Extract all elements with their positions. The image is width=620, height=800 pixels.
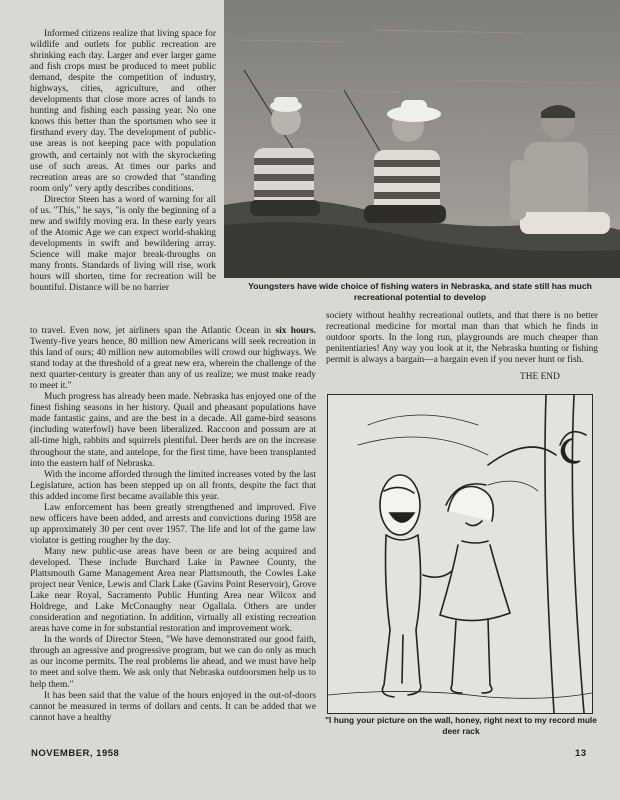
- paragraph: Many new public-use areas have been or are being acquired and developed. These include Burchard Lake in Pawnee County, the Plattsmouth Game Management Area near Plattsmouth, the Cowles Lake project near Venice, Lewis and Clark Lake (Gavins Point Reservoir), Grove Lake near Royal, Sacramento Public Hunting Area near Wilcox and Holdrege, and Lake McConaughy near Ogallala. Others are under consideration and negotiation. In addition, virtually all existing recreation areas have come in for substantial restoration and improvement work.: [30, 546, 316, 635]
- crescent-moon: [562, 439, 580, 463]
- woman-smiling: [440, 484, 510, 693]
- text-rest: Twenty-five years hence, 80 million new Americans will seek recreation in this land of ours; 40 million new automobiles will crowd our highways. We stand today at the threshold of a great new era, wherein the challenge of the next quarter-century is greater than any of us realize; we must make ready to meet it.": [30, 337, 316, 392]
- paragraph: Director Steen has a word of warning for all of us. "This," he says, "is only the beginning of a new and swiftly moving era. In these early years of the Atomic Age we can expect world-shaking developments in swift and bewildering array. Science will make major break-throughs on many fronts. Standards of living will rise, work hours will shorten, time for recreation will be bountiful. Distance will be no barrier: [30, 194, 216, 294]
- tree-trunk-right: [572, 395, 584, 713]
- photo-caption: Youngsters have wide choice of fishing waters in Nebraska, and state still has much recreational potential to develop: [248, 281, 592, 302]
- page-number: 13: [575, 748, 587, 759]
- cartoon-illustration: [327, 394, 593, 714]
- paragraph: society without healthy recreational outlets, and that there is no better recreational medicine for mortal man than that which he finds in outdoor sports. In the long run, playgrounds are much cheaper than penitentiaries! Any way you look at it, the Nebraska hunting or fishing permit is always a bargain—a bargain even if you never hunt or fish.: [326, 311, 598, 366]
- paragraph: Much progress has already been made. Nebraska has enjoyed one of the finest fishing seasons in her history. Quail and pheasant populations have made fantastic gains, and are the best in a decade. All game-bird seasons (including waterfowl) have been liberalized. Raccoon and possum are at all-time high, rabbits and squirrels plentiful. Deer herds are on the increase throughout the state, and antelope, for the first time, have been transplanted into the eastern half of Nebraska.: [30, 392, 316, 469]
- wide-text-block: [30, 326, 316, 724]
- paragraph: It has been said that the value of the hours enjoyed in the out-of-doors cannot be measured in terms of dollars and cents. It can be added that we cannot have a healthy: [30, 690, 316, 723]
- footer-date: NOVEMBER, 1958: [31, 748, 120, 759]
- the-end-mark: THE END: [520, 372, 560, 382]
- paragraph: [30, 326, 316, 392]
- cartoon-caption: "I hung your picture on the wall, honey, right next to my record mule deer rack: [325, 715, 597, 736]
- paragraph: Law enforcement has been greatly strengthened and improved. Five new officers have been added, and arrests and convictions during 1958 are up approximately 30 per cent over 1957. The life and lot of the game law violator is getting rougher by the day.: [30, 502, 316, 546]
- fishing-photo: [224, 0, 620, 278]
- paragraph: With the income afforded through the limited increases voted by the last Legislature, action has been stepped up on all fronts, despite the fact that this added income first became available this year.: [30, 469, 316, 502]
- man-laughing: [380, 475, 421, 697]
- paragraph: In the words of Director Steen, "We have demonstrated our good faith, through an agressive and progressive program, but we can do only as much as our income permits. The real problems lie ahead, and we must have help to meet and solve them. We ask only that Nebraska outdoorsmen help us to help them.": [30, 635, 316, 690]
- holding-hands: [423, 571, 452, 577]
- left-column: [30, 29, 216, 294]
- text-emphasis: six hours.: [275, 326, 316, 336]
- paragraph: Informed citizens realize that living space for wildlife and outlets for public recreation are shrinking each day. Larger and ever larger game and fish crops must be produced to meet public demand, despite the competition of industry, highways, cities, agriculture, and other developments that close more acres of lands to hunting and fishing each passing year. No one knows this better than the sportsmen who see it firsthand every day. The development of public-use areas is not keeping pace with population growth, and certainly not with the skyrocketing use of such areas. At times our parks and recreation areas are so crowded that "standing room only" very aptly describes conditions.: [30, 29, 216, 194]
- tree-trunk-left: [545, 395, 554, 713]
- right-column: [326, 311, 598, 366]
- text-lead: to travel. Even now, jet airliners span the Atlantic Ocean in: [30, 326, 276, 336]
